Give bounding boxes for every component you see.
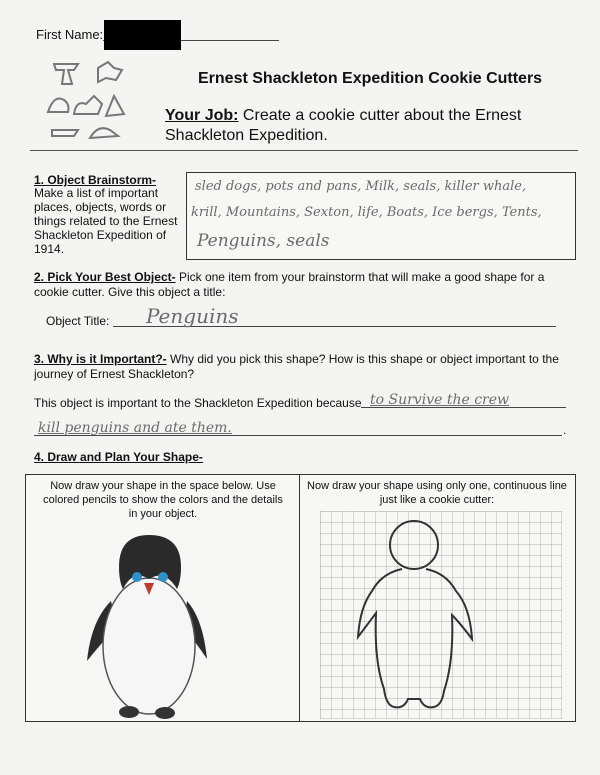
section2-desc-1: Pick one item from your brainstorm that will make a good shape for a xyxy=(175,270,545,284)
object-title-label: Object Title: xyxy=(46,314,110,328)
brainstorm-answer-box[interactable] xyxy=(186,172,576,260)
section3-desc-2: journey of Ernest Shackleton? xyxy=(34,367,195,381)
penguin-left-foot xyxy=(119,706,139,718)
penguin-body xyxy=(103,578,195,714)
cookie-cutter-shapes-image xyxy=(40,58,140,146)
left-instruction: Now draw your shape in the space below. Use colored pencils to show the colors and the details in your object. xyxy=(43,480,283,520)
because-label: This object is important to the Shackleton Expedition because xyxy=(34,396,362,410)
section3-prompt xyxy=(34,352,574,382)
section1-desc-line: things related to the Ernest xyxy=(34,214,178,228)
period: . xyxy=(563,423,567,437)
right-instruction: Now draw your shape using only one, continuous line just like a cookie cutter: xyxy=(307,480,567,506)
section1-desc-line: places, objects, words or xyxy=(34,200,167,214)
because-answer-1: to Survive the crew xyxy=(370,392,510,408)
section2-desc-2: cookie cutter. Give this object a title: xyxy=(34,285,226,299)
name-redaction xyxy=(104,20,181,50)
graph-paper-grid xyxy=(320,511,562,719)
penguin-right-eye xyxy=(158,572,168,582)
brainstorm-answer-line: sled dogs, pots and pans, Milk, seals, killer whale, xyxy=(195,179,527,194)
first-name-label: First Name: xyxy=(36,27,104,42)
object-title-value: Penguins xyxy=(146,304,239,328)
your-job-text-2: Shackleton Expedition. xyxy=(165,127,328,144)
section3-desc-1: Why did you pick this shape? How is this shape or object important to the xyxy=(166,352,559,366)
section1-desc-line: Make a list of important xyxy=(34,186,159,200)
because-answer-2: kill penguins and ate them. xyxy=(38,420,232,436)
outline-drawing-box[interactable] xyxy=(299,474,576,722)
section1-desc-line: 1914. xyxy=(34,242,65,256)
your-job-text-1: Create a cookie cutter about the Ernest xyxy=(238,107,522,124)
brainstorm-answer-line: krill, Mountains, Sexton, life, Boats, Ice bergs, Tents, xyxy=(191,205,542,220)
section3-heading: 3. Why is it Important?- xyxy=(34,352,167,366)
divider-1 xyxy=(30,150,578,151)
penguin-color-drawing xyxy=(81,531,231,723)
section1-desc-line: Shackleton Expedition of xyxy=(34,228,167,242)
section1-heading: 1. Object Brainstorm- xyxy=(34,173,157,187)
section2-prompt xyxy=(34,270,574,300)
penguin-left-eye xyxy=(132,572,142,582)
section1-description xyxy=(34,186,184,256)
your-job xyxy=(165,106,565,146)
brainstorm-answer-line: Penguins, seals xyxy=(197,231,330,251)
worksheet-title: Ernest Shackleton Expedition Cookie Cutters xyxy=(198,70,543,87)
penguin-right-foot xyxy=(155,707,175,719)
your-job-label: Your Job: xyxy=(165,107,239,124)
color-drawing-box[interactable] xyxy=(25,474,301,722)
section2-heading: 2. Pick Your Best Object- xyxy=(34,270,176,284)
section4-heading: 4. Draw and Plan Your Shape- xyxy=(34,450,203,464)
